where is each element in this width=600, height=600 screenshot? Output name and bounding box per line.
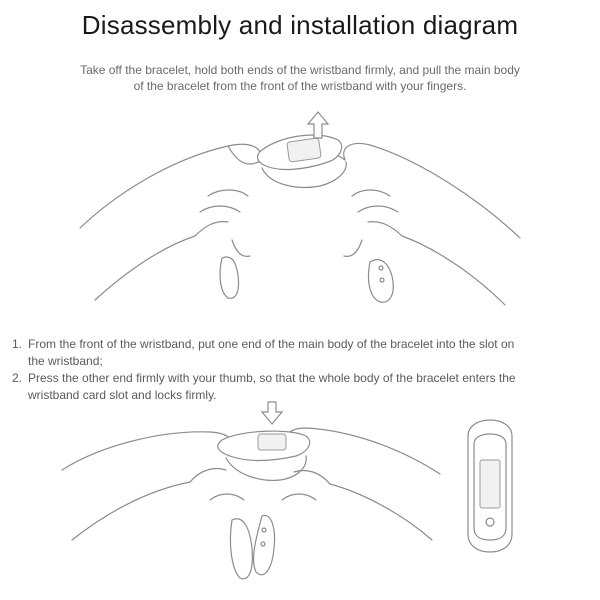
removal-illustration bbox=[80, 112, 520, 305]
right-forearm bbox=[344, 143, 520, 238]
right-forearm-2 bbox=[285, 428, 440, 474]
strap-left-end bbox=[220, 257, 239, 298]
left-forearm-lower bbox=[95, 236, 195, 300]
assembled-band bbox=[468, 420, 512, 552]
strap-left-end-2 bbox=[230, 519, 252, 579]
right-forearm-lower bbox=[402, 236, 505, 305]
tracker-screen-top bbox=[287, 138, 321, 162]
right-forearm-2-lower bbox=[330, 484, 432, 540]
down-arrow-icon bbox=[262, 402, 282, 424]
left-forearm-2 bbox=[62, 432, 233, 470]
intro-line-1: Take off the bracelet, hold both ends of the wristband firmly, and pull the main body bbox=[80, 63, 520, 77]
up-arrow-icon bbox=[308, 112, 328, 138]
right-fingers bbox=[344, 190, 402, 256]
left-fingers bbox=[195, 190, 250, 256]
intro-line-2: of the bracelet from the front of the wristband with your fingers. bbox=[133, 79, 467, 93]
left-forearm-2-lower bbox=[72, 482, 190, 540]
step-1-line-1: From the front of the wristband, put one end of the main body of the bracelet into the slot on bbox=[28, 337, 515, 351]
step-2-line-1: Press the other end firmly with your thumb, so that the whole body of the bracelet enters the bbox=[28, 371, 516, 385]
assembled-band-screen bbox=[480, 460, 500, 508]
step-1-number: 1. bbox=[12, 337, 23, 351]
left-forearm bbox=[80, 144, 262, 228]
step-2-number: 2. bbox=[12, 371, 23, 385]
installation-illustration bbox=[62, 402, 440, 579]
hand-fingers-bottom bbox=[190, 469, 330, 501]
diagram-title: Disassembly and installation diagram bbox=[81, 10, 519, 40]
tracker-screen-bottom bbox=[258, 434, 286, 450]
step-2-line-2: wristband card slot and locks firmly. bbox=[28, 388, 217, 402]
step-1-line-2: the wristband; bbox=[28, 354, 103, 368]
